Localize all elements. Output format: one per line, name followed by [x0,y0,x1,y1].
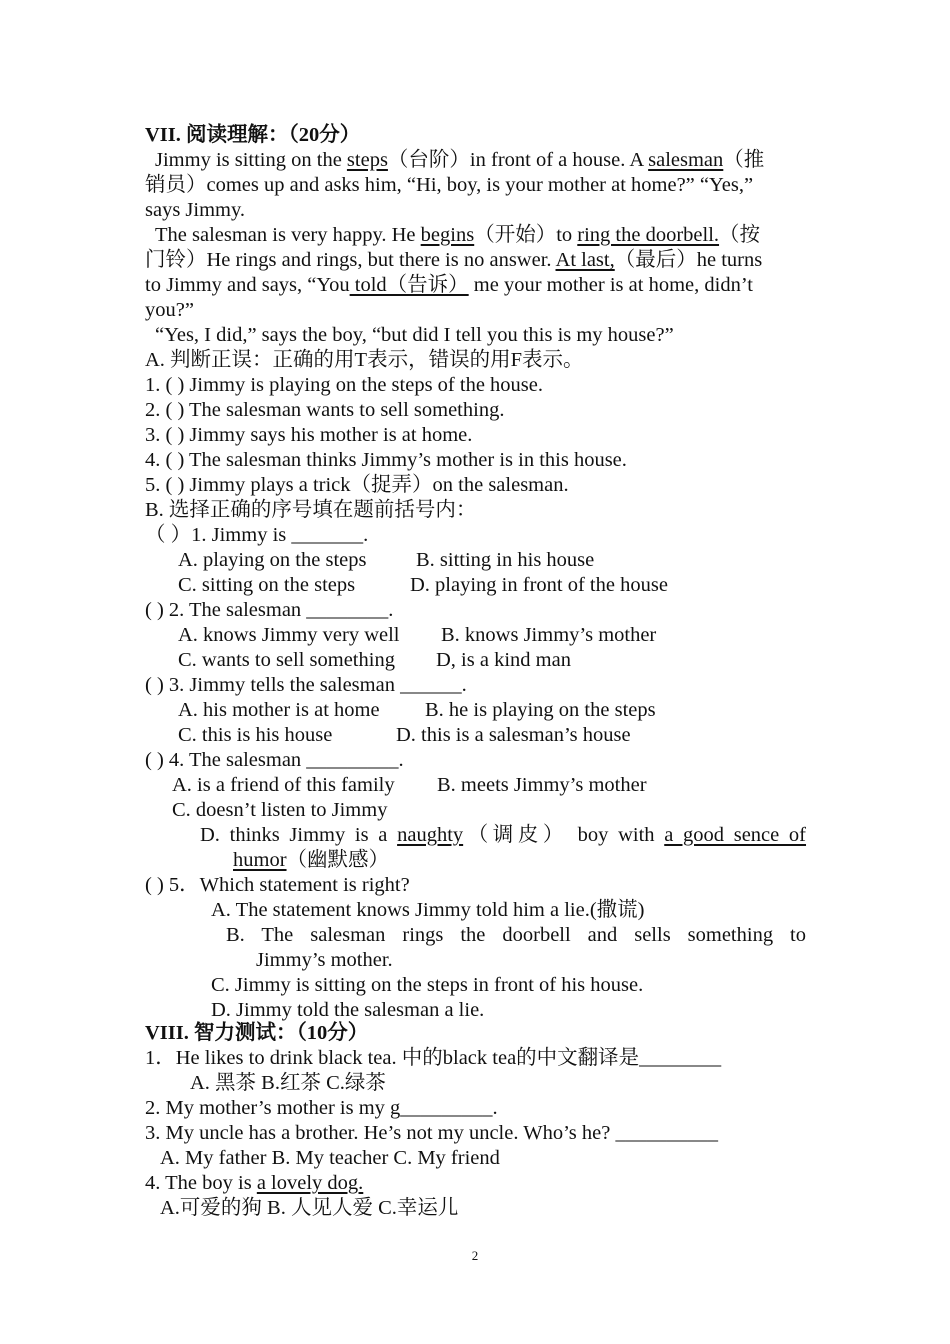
partA-item: 5. ( ) Jimmy plays a trick（捉弄）on the salesman. [145,474,569,496]
q5-option-a: A. The statement knows Jimmy told him a lie.(撒谎) [211,899,645,921]
s8-q4: 4. The boy is a lovely dog. [145,1172,364,1194]
s8-q2: 2. My mother’s mother is my g_________. [145,1097,498,1119]
partA-item: 2. ( ) The salesman wants to sell something. [145,399,505,421]
q2-option-d: D, is a kind man [436,649,571,671]
q5-stem: ( ) 5．Which statement is right? [145,874,410,896]
q4-option-d: D. thinks Jimmy is a naughty（调皮） boy with a good sence of [200,824,807,846]
passage-line-2: 销员）comes up and asks him, “Hi, boy, is your mother at home?” “Yes,” [145,174,754,196]
q5-option-b-cont: Jimmy’s mother. [256,949,393,971]
passage-line-3: says Jimmy. [145,199,246,221]
q4-option-a: A. is a friend of this family [172,774,395,796]
q2-option-a: A. knows Jimmy very well [178,624,400,646]
passage-line-5: 门铃）He rings and rings, but there is no answer. At last,（最后）he turns [145,249,763,271]
partA-instruction: A. 判断正误：正确的用T表示，错误的用F表示。 [145,349,584,371]
passage-line-6: to Jimmy and says, “You told（告诉） me your mother is at home, didn’t [145,274,753,296]
q5-option-b: B. The salesman rings the doorbell and sells something to [226,924,806,946]
q3-option-a: A. his mother is at home [178,699,380,721]
word-humor: humor [233,849,287,871]
word-begins: begins [420,224,475,246]
q2-option-c: C. wants to sell something [178,649,395,671]
phrase-at-last: At last, [555,249,615,271]
partA-item: 3. ( ) Jimmy says his mother is at home. [145,424,473,446]
partB-instruction: B. 选择正确的序号填在题前括号内： [145,499,477,521]
section7-heading: VII. 阅读理解：（20分） [145,124,361,146]
q2-option-b: B. knows Jimmy’s mother [441,624,657,646]
passage-line-7: you?” [145,299,194,321]
s8-q3: 3. My uncle has a brother. He’s not my uncle. Who’s he? __________ [145,1122,718,1144]
phrase-ring-doorbell: ring the doorbell. [577,224,720,246]
word-naughty: naughty [397,824,464,846]
q4-option-c: C. doesn’t listen to Jimmy [172,799,388,821]
page-number: 2 [471,1248,479,1263]
q3-option-b: B. he is playing on the steps [425,699,656,721]
partA-item: 1. ( ) Jimmy is playing on the steps of the house. [145,374,543,396]
word-steps: steps [346,149,388,171]
q4-option-b: B. meets Jimmy’s mother [437,774,647,796]
q1-option-c: C. sitting on the steps [178,574,356,596]
q3-option-d: D. this is a salesman’s house [396,724,631,746]
s8-q1: 1．He likes to drink black tea. 中的black tea的中文翻译是________ [145,1047,722,1069]
q2-stem: ( ) 2. The salesman ________. [145,599,394,621]
q1-option-d: D. playing in front of the house [410,574,668,596]
word-salesman: salesman [648,149,724,171]
partA-item: 4. ( ) The salesman thinks Jimmy’s mother is in this house. [145,449,627,471]
q1-stem: （ ）1. Jimmy is _______. [145,524,369,546]
passage-line-4: The salesman is very happy. He begins（开始）to ring the doorbell.（按 [155,224,761,246]
phrase-lovely-dog: a lovely dog. [256,1172,364,1194]
q5-option-d: D. Jimmy told the salesman a lie. [211,999,485,1021]
q5-option-c: C. Jimmy is sitting on the steps in front of his house. [211,974,644,996]
q4-option-d-cont: humor（幽默感） [233,849,390,871]
phrase-good-sence: a good sence of [664,824,807,846]
s8-q1-options: A. 黑茶 B.红茶 C.绿茶 [190,1072,386,1094]
word-told: told（告诉） [349,274,469,296]
section8-heading: VIII. 智力测试：（10分） [145,1022,369,1044]
q3-stem: ( ) 3. Jimmy tells the salesman ______. [145,674,467,696]
q1-option-b: B. sitting in his house [416,549,595,571]
passage-line-1: Jimmy is sitting on the steps（台阶）in front of a house. A salesman（推 [155,149,765,171]
s8-q3-options: A. My father B. My teacher C. My friend [160,1147,500,1169]
q4-stem: ( ) 4. The salesman _________. [145,749,404,771]
q3-option-c: C. this is his house [178,724,333,746]
passage-line-8: “Yes, I did,” says the boy, “but did I tell you this is my house?” [155,324,674,346]
q1-option-a: A. playing on the steps [178,549,367,571]
s8-q4-options: A.可爱的狗 B. 人见人爱 C.幸运儿 [160,1197,459,1219]
